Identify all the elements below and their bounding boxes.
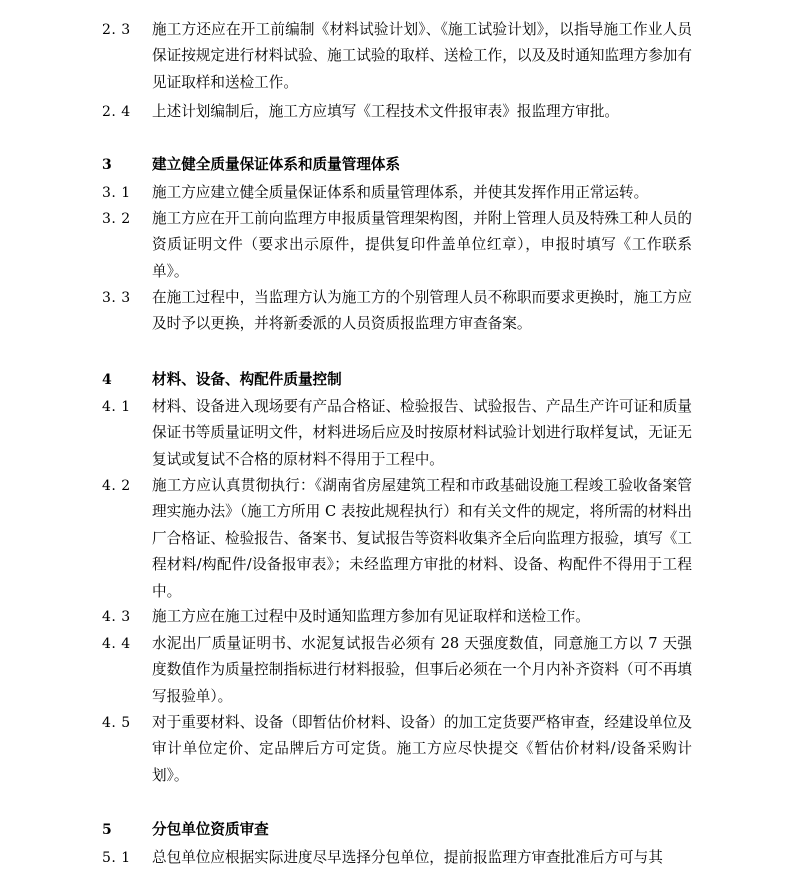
section-title: 材料、设备、构配件质量控制 bbox=[152, 371, 342, 388]
clause-text: 施工方应建立健全质量保证体系和质量管理体系，并使其发挥作用正常运转。 bbox=[152, 184, 649, 201]
section-number: 4 bbox=[102, 372, 113, 388]
clause-number: 3. 1 bbox=[102, 185, 131, 201]
clause-number: 4. 2 bbox=[102, 478, 131, 494]
clause-number: 5. 1 bbox=[102, 850, 131, 866]
clause-number: 2. 3 bbox=[102, 22, 131, 38]
section-number: 3 bbox=[102, 157, 113, 173]
clause-text: 施工方还应在开工前编制《材料试验计划》、《施工试验计划》，以指导施工作业人员保证按规定进行材料试验、施工试验的取样、送检工作，以及及时通知监理方参加有见证取样和送检工作。 bbox=[152, 21, 692, 91]
clause-text: 施工方应在开工前向监理方申报质量管理架构图，并附上管理人员及特殊工种人员的资质证明文件（要求出示原件，提供复印件盖单位红章），申报时填写《工作联系单》。 bbox=[152, 210, 692, 280]
clause-number: 3. 3 bbox=[102, 290, 131, 306]
clause-text: 对于重要材料、设备（即暂估价材料、设备）的加工定货要严格审查，经建设单位及审计单位定价、定品牌后方可定货。施工方应尽快提交《暂估价材料/设备采购计划》。 bbox=[152, 714, 692, 784]
clause-number: 4. 5 bbox=[102, 715, 131, 731]
section-title: 分包单位资质审查 bbox=[152, 821, 269, 838]
clause-text: 在施工过程中，当监理方认为施工方的个别管理人员不称职而要求更换时，施工方应及时予以更换，并将新委派的人员资质报监理方审查备案。 bbox=[152, 289, 692, 333]
clause-text: 水泥出厂质量证明书、水泥复试报告必须有 28 天强度数值，同意施工方以 7 天强度数值作为质量控制指标进行材料报验，但事后必须在一个月内补齐资料（可不再填写报验单）。 bbox=[152, 635, 692, 705]
section-title: 建立健全质量保证体系和质量管理体系 bbox=[152, 156, 401, 173]
section-number: 5 bbox=[102, 822, 113, 838]
clause-number: 4. 3 bbox=[102, 609, 131, 625]
clause-number: 2. 4 bbox=[102, 104, 131, 120]
clause-text: 施工方应认真贯彻执行：《湖南省房屋建筑工程和市政基础设施工程竣工验收备案管理实施办法》（施工方所用 C 表按此规程执行）和有关文件的规定，将所需的材料出厂合格证、检验报告、备案书、复试报告等资料收集齐全后向监理方报验，填写《工程材料/构配件/设备报审表》；未经监理方审批的材料、设备、构配件不得用于工程中。 bbox=[152, 477, 692, 600]
clause-text: 施工方应在施工过程中及时通知监理方参加有见证取样和送检工作。 bbox=[152, 608, 590, 625]
clause-text: 材料、设备进入现场要有产品合格证、检验报告、试验报告、产品生产许可证和质量保证书等质量证明文件，材料进场后应及时按原材料试验计划进行取样复试，无证无复试或复试不合格的原材料不得用于工程中。 bbox=[152, 398, 692, 468]
clause-text: 总包单位应根据实际进度尽早选择分包单位，提前报监理方审查批准后方可与其 bbox=[152, 849, 663, 866]
clause-number: 4. 1 bbox=[102, 399, 131, 415]
clause-number: 3. 2 bbox=[102, 211, 131, 227]
clause-text: 上述计划编制后，施工方应填写《工程技术文件报审表》报监理方审批。 bbox=[152, 103, 620, 120]
clause-number: 4. 4 bbox=[102, 636, 131, 652]
